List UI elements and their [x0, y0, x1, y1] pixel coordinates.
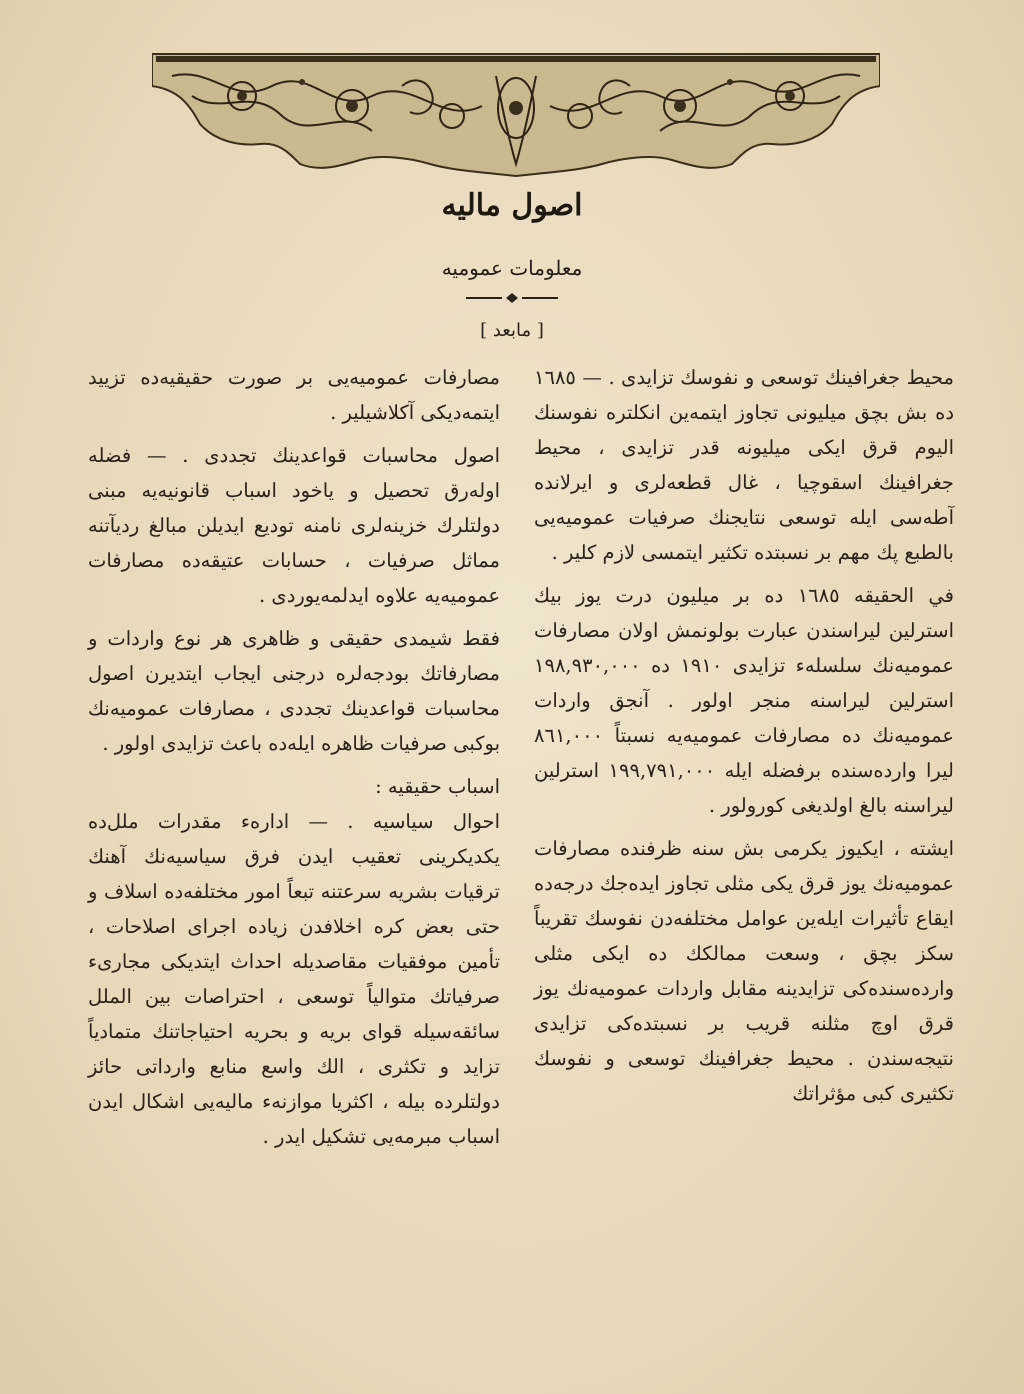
left-column — [88, 360, 500, 1162]
paragraph: اصول محاسبات قواعدينك تجددى . — فضله اوله‌رق تحصيل و ياخود اسباب قانونيه‌يه مبنى دولتلرك خزينه‌لرى نامنه توديع ايديلن مبالغ رديآتنه مماثل صرفيات ، حسابات عتيقه‌ده مصارفات عموميه‌يه علاوه ايدلمه‌يوردى . — [88, 444, 500, 607]
paragraph: احوال سياسيه . — اداره‌ء مقدرات ملل‌ده يكديكرينى تعقيب ايدن فرق سياسيه‌نك آهنك ترقيات بشريه سرعتنه تبعاً امور مختلفه‌ده اسلاف و حتى بعض كره اخلافدن زياده اجراى اصلاحات ، تأمين موفقيات مقاصديله احداث ايتديكى مجارىء صرفياتك متوالياً توسعى ، احتراصات بين الملل سائقه‌سيله قواى بريه و بحريه احتياجاتنك متمادياً تزايد و تكثرى ، الك واسع منابع وارداتى حائز دولتلرده بيله ، اكثريا موازنه‌ء ماليه‌يى اشكال ايدن اسباب مبرمه‌يى تشكيل ايدر . — [88, 810, 500, 1148]
right-column — [534, 360, 954, 1119]
page-title: اصول ماليه — [441, 188, 583, 223]
paragraph: مصارفات عموميه‌يى بر صورت حقيقيه‌ده تزييد ايتمه‌ديكى آكلاشيلير . — [88, 366, 500, 424]
section-divider — [462, 292, 562, 304]
paragraph: ايشته ، ايكيوز يكرمى بش سنه ظرفنده مصارفات عموميه‌نك يوز قرق يكى مثلى تجاوز ايده‌جك درجه‌ده ايقاع تأثيرات ايله‌ين عوامل مختلفه‌دن نفوسك تقريباً سكز بچق ، وسعت ممالكك ده ايكى مثلى وارده‌سنده‌كى تزايدينه مقابل واردات عموميه‌نك يوز قرق اوچ مثلنه قريب بر نسبتده‌كى تزايدى نتيجه‌سندن . محيط جغرافينك توسعى و نفوسك تكثيرى كبى مؤثراتك — [534, 837, 954, 1105]
paragraph: في الحقيقه ١٦٨٥ ده بر ميليون درت يوز بيك استرلين ليراسندن عبارت بولونمش اولان مصارفات عموميه‌نك سلسله‌ء تزايدى ١٩١٠ ده ١٩٨,٩٣٠,٠٠٠ استرلين ليراسنه منجر اولور . آنجق واردات عموميه‌نك ده مصارفات عموميه‌يه نسبتاً ٨٦١,٠٠٠ ليرا وارده‌سنده برفضله ايله ١٩٩,٧٩١,٠٠٠ استرلين ليراسنه بالغ اولديغى كورولور . — [534, 584, 954, 817]
decorative-header-ornament — [152, 46, 880, 178]
section-subtitle: معلومات عموميه — [441, 256, 583, 280]
continued-marker: [ مابعد ] — [480, 320, 544, 341]
subheading: اسباب حقيقيه : — [375, 775, 500, 798]
paragraph: محيط جغرافينك توسعى و نفوسك تزايدى . — ١٦٨٥ ده بش بچق ميليونى تجاوز ايتمه‌ين انكلتره نفوسنك اليوم قرق ايكى ميليونه قدر تزايدى ، محيط جغرافينك اسقوچيا ، غال قطعه‌لرى و ايرلانده آطه‌سى ايله توسعى نتايجنك صرفيات عموميه‌يى بالطبع پك مهم بر نسبتده تكثير ايتمسى لازم كلير . — [534, 366, 954, 564]
paragraph: فقط شيمدى حقيقى و ظاهرى هر نوع واردات و مصارفاتك بودجه‌لره درجنى ايجاب ايتديرن اصول محاسبات قواعدينك تجددى ، مصارفات عموميه‌نك بوكبى صرفيات ظاهره ايله‌ده باعث تزايدى اولور . — [88, 627, 500, 755]
